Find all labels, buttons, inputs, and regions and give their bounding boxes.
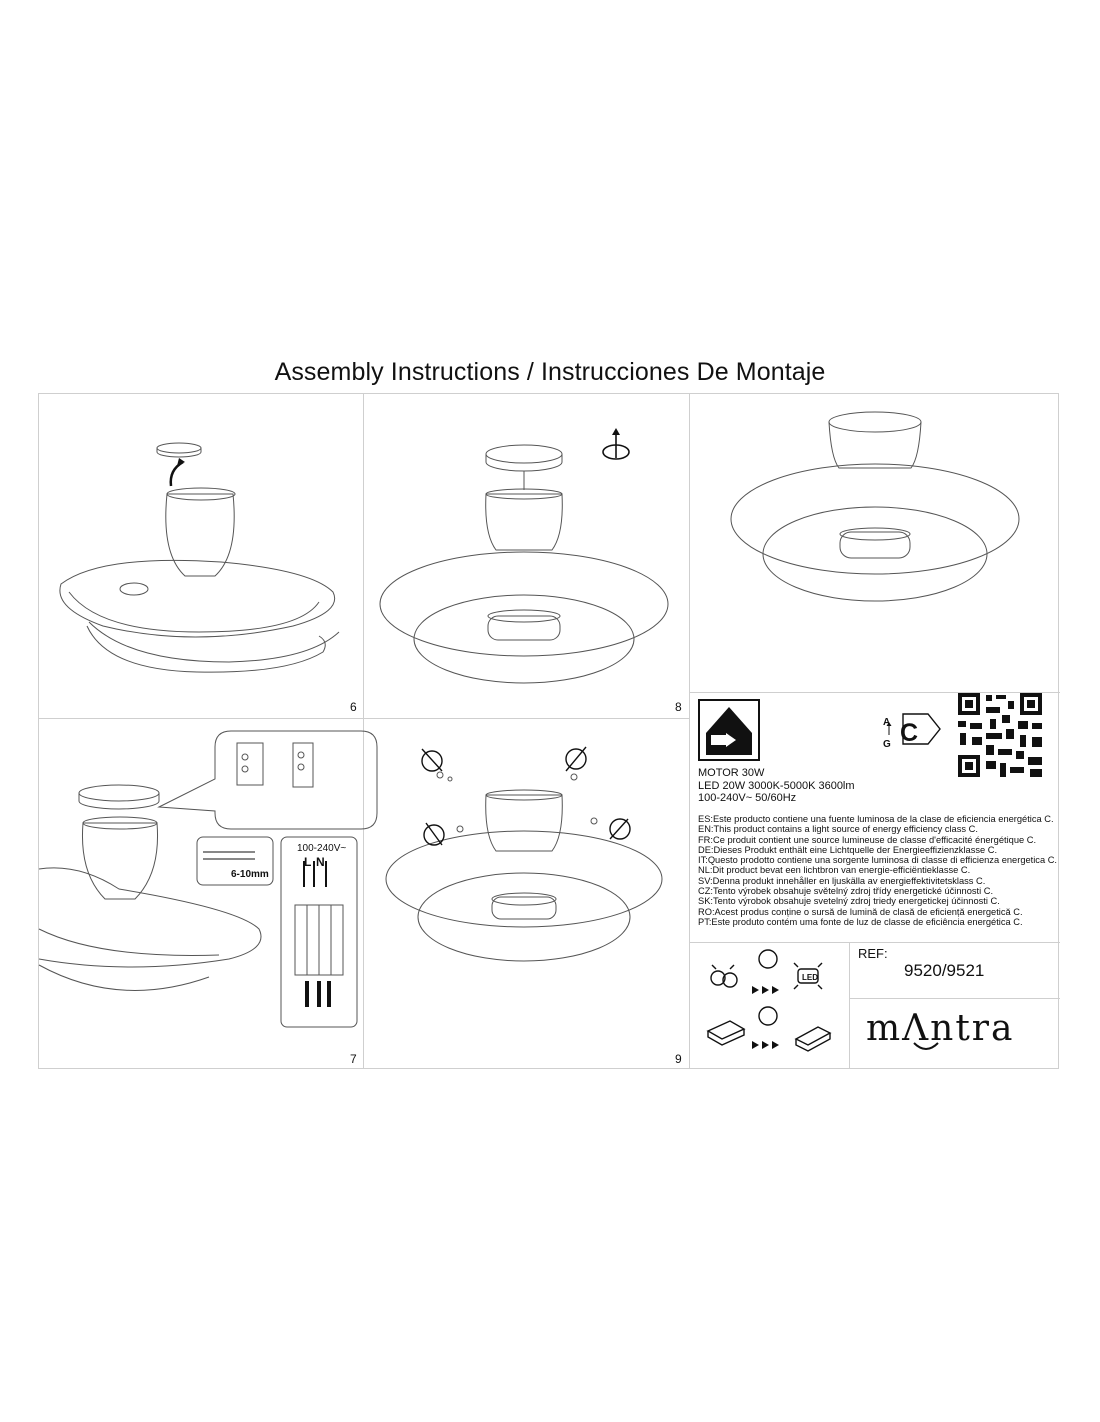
efficiency-note: FR:Ce produit contient une source lumineuse de classe d'efficacité énergétique C. [698, 834, 1037, 845]
live-label: L [304, 855, 312, 869]
arrows-icon [752, 986, 779, 1049]
motor-spec: MOTOR 30W [698, 767, 765, 779]
efficiency-note: SV:Denna produkt innehåller en ljuskälla av energieffektivitetsklass C. [698, 875, 986, 886]
brand-logo: mΛntra [866, 1008, 1015, 1049]
step-number: 6 [350, 700, 357, 714]
step-7-panel [39, 719, 363, 1070]
ref-label: REF: [858, 946, 888, 961]
power-spec: 100-240V~ 50/60Hz [698, 792, 797, 804]
energy-class-letter: C [900, 719, 919, 747]
qr-code-icon [958, 693, 1042, 777]
lamp-illustration [690, 394, 1060, 692]
finished-lamp-panel [690, 394, 1060, 692]
step-number: 9 [675, 1052, 682, 1066]
efficiency-note: CZ:Tento výrobek obsahuje světelný zdroj třídy energetické účinnosti C. [698, 886, 994, 897]
efficiency-note: RO:Acest produs conține o sursă de lumină de clasă de eficiență energetică C. [698, 906, 1023, 917]
indoor-use-icon [699, 700, 759, 760]
page-title: Assembly Instructions / Instrucciones De Montaje [274, 358, 826, 386]
rotate-screw-icon [422, 747, 630, 845]
step-8-illustration [364, 394, 689, 718]
specs-block [698, 767, 855, 805]
efficiency-notes [698, 814, 1057, 927]
energy-scale-top: A [883, 717, 891, 728]
step-6-panel [39, 394, 363, 718]
rotate-icon [603, 432, 629, 459]
svg-text:LED: LED [802, 973, 818, 982]
divider [849, 942, 850, 1068]
neutral-label: N [316, 855, 325, 869]
step-number: 7 [350, 1052, 357, 1066]
divider [689, 942, 1060, 943]
voltage-label: 100-240V~ [297, 843, 347, 854]
step-9-panel [364, 719, 689, 1070]
step-6-illustration [39, 394, 363, 718]
strip-length-label: 6-10mm [231, 869, 269, 880]
efficiency-note: IT:Questo prodotto contiene una sorgente luminosa di classe di efficienza energetica C. [698, 855, 1058, 866]
step-7-illustration [39, 719, 363, 1070]
efficiency-note: PT:Este produto contém uma fonte de luz de classe de eficiência energética C. [698, 916, 1023, 927]
led-replace-icon [711, 965, 737, 987]
efficiency-note: DE:Dieses Produkt enthält eine Lichtquelle der Energieeffizienzklasse C. [698, 844, 998, 855]
step-8-panel [364, 394, 689, 718]
step-number: 8 [675, 700, 682, 714]
efficiency-note: EN:This product contains a light source of energy efficiency class C. [698, 824, 978, 835]
led-spec: LED 20W 3000K-5000K 3600lm [698, 779, 855, 792]
divider [849, 998, 1060, 999]
step-9-illustration [364, 719, 689, 1070]
efficiency-note: NL:Dit product bevat een lichtbron van energie-efficiëntieklasse C. [698, 865, 971, 876]
efficiency-note: SK:Tento výrobok obsahuje svetelný zdroj triedy energetickej účinnosti C. [698, 896, 1000, 907]
ref-value: 9520/9521 [904, 961, 985, 980]
efficiency-note: ES:Este producto contiene una fuente luminosa de la clase de eficiencia energética C. [698, 814, 1054, 824]
energy-scale-bottom: G [883, 739, 891, 750]
